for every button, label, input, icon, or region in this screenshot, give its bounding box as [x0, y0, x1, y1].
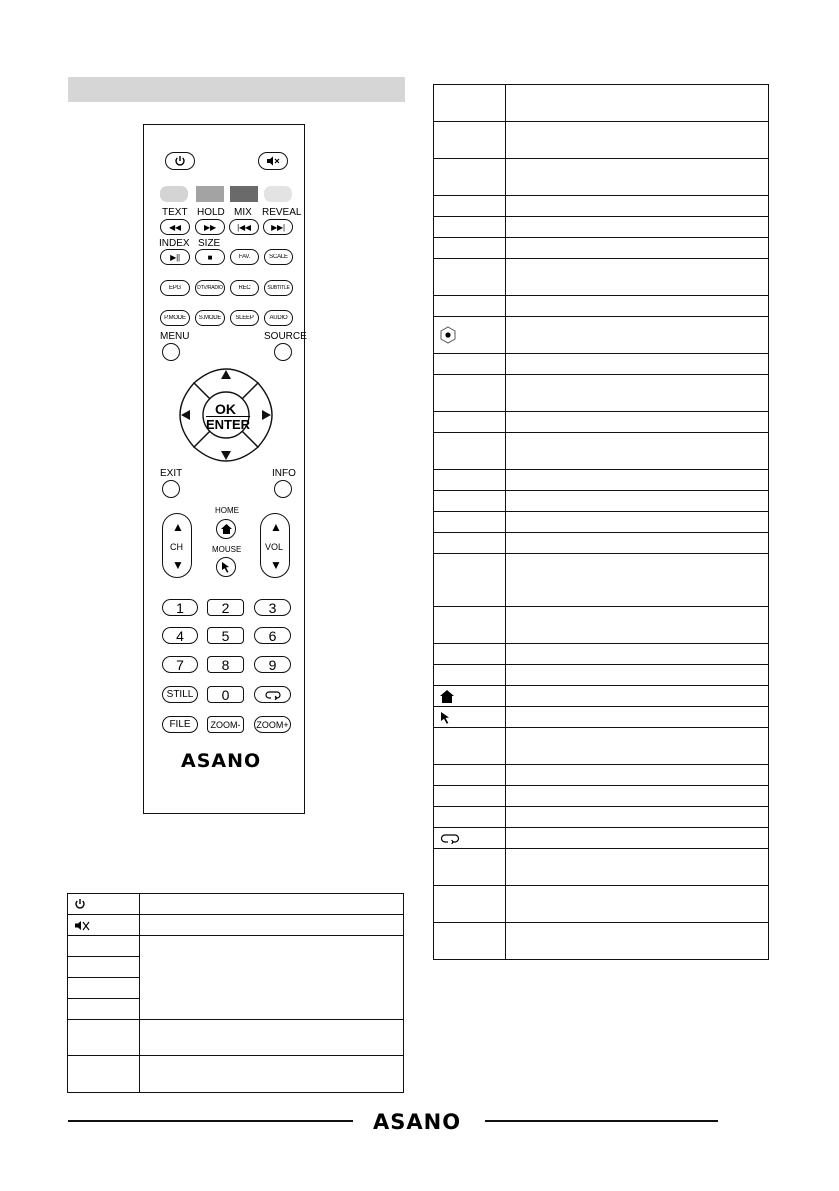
recall-icon: [265, 690, 281, 700]
sleep-button[interactable]: [230, 310, 259, 326]
table-cell: [506, 196, 769, 217]
table-cell: [434, 828, 506, 849]
ch-label: CH: [170, 542, 183, 552]
table-cell: [68, 1056, 140, 1093]
index-label: INDEX: [159, 238, 190, 249]
table-cell: [506, 217, 769, 238]
digit-6-label: 6: [268, 627, 277, 644]
info-label: INFO: [272, 468, 296, 479]
table-cell: [68, 1020, 140, 1056]
table-cell: [434, 686, 506, 707]
mouse-cursor-icon: [221, 561, 231, 573]
table-cell: [140, 915, 404, 936]
table-cell: [506, 259, 769, 296]
table-cell: [434, 849, 506, 886]
mix-label: MIX: [234, 207, 252, 218]
digit-1-button[interactable]: [162, 599, 198, 616]
table-cell: [506, 923, 769, 960]
table-cell: [434, 554, 506, 607]
fav-button-label: FAV.: [238, 254, 251, 260]
rec-button-label: REC: [238, 285, 251, 291]
previous-icon: |◀◀: [237, 222, 251, 232]
volume-down-icon[interactable]: ▼: [270, 558, 282, 572]
table-cell: [434, 85, 506, 122]
recall-button[interactable]: [254, 686, 291, 703]
button-function-table-left: [67, 893, 404, 1093]
home-button[interactable]: [216, 519, 236, 539]
digit-5-label: 5: [221, 627, 230, 644]
reveal-label: REVEAL: [262, 207, 302, 218]
digit-4-button[interactable]: [162, 627, 198, 644]
record-hexagon-icon: [440, 326, 456, 344]
table-cell: [434, 644, 506, 665]
digit-0-button[interactable]: [207, 686, 244, 703]
mute-button[interactable]: [258, 152, 288, 170]
dtv-radio-button[interactable]: [195, 280, 225, 296]
digit-0-label: 0: [221, 686, 230, 703]
power-icon: [174, 155, 186, 167]
section-header-bar: [68, 77, 405, 102]
table-cell: [506, 807, 769, 828]
zoom-plus-button-label: ZOOM+: [256, 719, 289, 730]
yellow-color-key[interactable]: [230, 186, 258, 202]
menu-label: MENU: [160, 331, 190, 342]
table-cell: [506, 375, 769, 412]
table-cell: [140, 936, 404, 1020]
table-cell: [434, 217, 506, 238]
table-cell: [140, 1020, 404, 1056]
home-icon: [440, 690, 454, 703]
table-cell: [434, 533, 506, 554]
table-cell: [506, 686, 769, 707]
digit-1-label: 1: [176, 599, 184, 616]
table-cell: [434, 607, 506, 644]
blue-color-key[interactable]: [264, 186, 292, 202]
table-cell: [506, 159, 769, 196]
epg-button-label: EPG: [168, 285, 182, 291]
table-cell: [68, 999, 140, 1020]
table-cell: [506, 85, 769, 122]
table-cell: [68, 894, 140, 915]
table-cell: [506, 354, 769, 375]
recall-icon: [440, 833, 460, 844]
dtv-radio-button-label: DTV/RADIO: [197, 285, 223, 291]
table-cell: [434, 491, 506, 512]
table-cell: [506, 728, 769, 765]
home-label: HOME: [215, 506, 239, 515]
table-cell: [434, 765, 506, 786]
table-cell: [506, 122, 769, 159]
audio-button[interactable]: [264, 310, 293, 326]
vol-label: VOL: [265, 542, 284, 552]
zoom-minus-button[interactable]: [207, 716, 244, 733]
table-cell: [506, 607, 769, 644]
digit-7-button[interactable]: [162, 656, 198, 673]
zoom-minus-button-label: ZOOM-: [210, 719, 241, 730]
table-cell: [434, 886, 506, 923]
table-cell: [506, 238, 769, 259]
table-cell: [434, 412, 506, 433]
table-cell: [140, 1056, 404, 1093]
hold-label: HOLD: [197, 207, 225, 218]
file-button[interactable]: [162, 716, 198, 733]
volume-up-icon[interactable]: ▲: [270, 520, 282, 534]
table-cell: [506, 707, 769, 728]
ok-label: OK: [215, 401, 236, 417]
p-mode-button-label: P.MODE: [164, 315, 186, 321]
digit-9-label: 9: [268, 656, 277, 673]
fav-button[interactable]: [230, 249, 259, 265]
table-cell: [506, 412, 769, 433]
table-cell: [434, 923, 506, 960]
digit-9-button[interactable]: [254, 656, 291, 673]
text-label: TEXT: [162, 207, 188, 218]
next-icon: ▶▶|: [271, 222, 285, 232]
remote-control-illustration: [143, 124, 305, 814]
table-cell: [506, 470, 769, 491]
table-cell: [434, 375, 506, 412]
table-cell: [434, 296, 506, 317]
table-cell: [506, 886, 769, 923]
table-cell: [506, 317, 769, 354]
digit-2-label: 2: [221, 599, 230, 616]
epg-button[interactable]: [160, 280, 190, 296]
stop-icon: ■: [207, 252, 213, 262]
table-cell: [506, 296, 769, 317]
fast-forward-button[interactable]: [195, 219, 225, 235]
table-cell: [68, 978, 140, 999]
table-cell: [506, 512, 769, 533]
p-mode-button[interactable]: [160, 310, 190, 326]
play-pause-icon: ▶||: [170, 252, 180, 262]
table-cell: [140, 894, 404, 915]
mouse-cursor-icon: [440, 711, 451, 724]
still-button-label: STILL: [166, 689, 194, 700]
table-cell: [506, 765, 769, 786]
fast-forward-icon: ▶▶: [204, 222, 216, 232]
s-mode-button[interactable]: [195, 310, 225, 326]
table-cell: [434, 433, 506, 470]
digit-4-label: 4: [176, 627, 184, 644]
table-cell: [68, 957, 140, 978]
digit-8-label: 8: [221, 656, 230, 673]
power-icon: [74, 898, 86, 910]
file-button-label: FILE: [169, 719, 191, 730]
button-function-table-right: [433, 84, 769, 960]
scale-button[interactable]: [264, 249, 293, 265]
channel-up-icon[interactable]: ▲: [172, 520, 184, 534]
table-cell: [434, 707, 506, 728]
s-mode-button-label: S.MODE: [198, 315, 222, 321]
subtitle-button[interactable]: [264, 280, 293, 296]
table-cell: [506, 665, 769, 686]
footer-brand-logo: ASANO: [373, 1110, 462, 1134]
digit-5-button[interactable]: [207, 627, 244, 644]
table-cell: [434, 317, 506, 354]
table-cell: [434, 512, 506, 533]
table-cell: [506, 786, 769, 807]
table-cell: [68, 915, 140, 936]
home-icon: [221, 524, 232, 534]
table-cell: [434, 728, 506, 765]
stop-button[interactable]: [195, 249, 225, 265]
footer-rule-left: [68, 1120, 353, 1122]
table-cell: [434, 196, 506, 217]
table-cell: [506, 849, 769, 886]
table-cell: [506, 554, 769, 607]
source-label: SOURCE: [264, 331, 307, 342]
power-button[interactable]: [165, 152, 195, 170]
mute-icon: [74, 920, 90, 931]
zoom-plus-button[interactable]: [254, 716, 291, 733]
digit-8-button[interactable]: [207, 656, 244, 673]
table-cell: [434, 807, 506, 828]
mouse-label: MOUSE: [212, 545, 242, 554]
subtitle-button-label: SUBTITLE: [267, 285, 290, 291]
channel-down-icon[interactable]: ▼: [172, 558, 184, 572]
table-cell: [434, 665, 506, 686]
table-cell: [506, 644, 769, 665]
table-cell: [68, 936, 140, 957]
table-cell: [434, 259, 506, 296]
digit-7-label: 7: [176, 656, 184, 673]
table-cell: [506, 491, 769, 512]
scale-button-label: SCALE: [269, 254, 288, 260]
audio-button-label: AUDIO: [269, 315, 288, 321]
previous-button[interactable]: [229, 219, 259, 235]
size-label: SIZE: [198, 238, 221, 249]
digit-3-label: 3: [268, 599, 277, 616]
remote-brand-logo: ASANO: [181, 750, 262, 772]
rewind-button[interactable]: [160, 219, 190, 235]
rewind-icon: ◀◀: [169, 222, 181, 232]
mouse-button[interactable]: [216, 557, 236, 577]
exit-button[interactable]: [162, 480, 180, 498]
digit-3-button[interactable]: [254, 599, 291, 616]
next-button[interactable]: [263, 219, 293, 235]
table-cell: [434, 354, 506, 375]
table-cell: [434, 238, 506, 259]
table-cell: [506, 828, 769, 849]
green-color-key[interactable]: [196, 186, 224, 202]
play-pause-button[interactable]: [160, 249, 190, 265]
exit-label: EXIT: [160, 468, 183, 479]
mute-icon: [266, 156, 280, 166]
table-cell: [434, 159, 506, 196]
digit-6-button[interactable]: [254, 627, 291, 644]
info-button[interactable]: [274, 480, 292, 498]
sleep-button-label: SLEEP: [235, 315, 254, 321]
footer-rule-right: [485, 1120, 718, 1122]
table-cell: [506, 433, 769, 470]
rec-button[interactable]: [230, 280, 259, 296]
table-cell: [506, 533, 769, 554]
enter-label: ENTER: [206, 417, 251, 432]
still-button[interactable]: [162, 686, 198, 703]
table-cell: [434, 786, 506, 807]
table-cell: [434, 470, 506, 491]
red-color-key[interactable]: [160, 186, 188, 202]
table-cell: [434, 122, 506, 159]
digit-2-button[interactable]: [207, 599, 244, 616]
